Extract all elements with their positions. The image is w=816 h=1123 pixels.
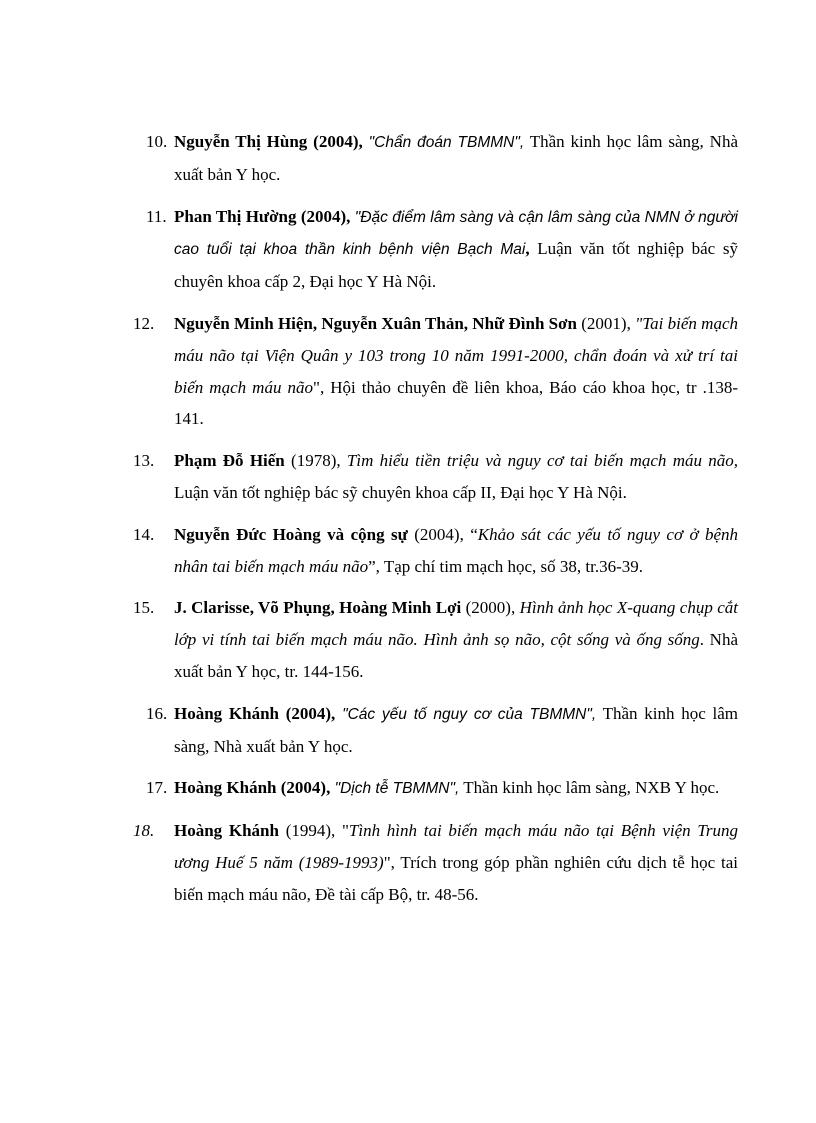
reference-segment: Luận văn tốt nghiệp bác sỹ chuyên khoa cấp II, Đại học Y Hà Nội. <box>174 482 627 502</box>
reference-segment: Luận văn tốt nghiệp bác sỹ chuyên khoa cấp 2, Đại học Y Hà Nội. <box>174 239 738 292</box>
reference-text <box>174 772 738 805</box>
reference-item <box>0 519 816 583</box>
reference-text <box>174 592 738 687</box>
reference-segment: (2001), <box>577 313 636 333</box>
reference-segment: ", Hội thảo chuyên đề liên khoa, Báo cáo khoa học, tr .138-141. <box>174 377 738 429</box>
reference-number: 13. <box>133 451 155 471</box>
reference-number: 16. <box>146 703 168 723</box>
reference-number: 14. <box>133 524 155 544</box>
reference-number: 11. <box>146 206 167 226</box>
reference-segment: "Dịch tễ TBMMN", <box>334 780 460 798</box>
reference-number: 15. <box>133 598 155 618</box>
reference-segment: Phan Thị Hường (2004), <box>174 206 351 226</box>
reference-segment: Nguyễn Đức Hoàng và cộng sự <box>174 524 408 544</box>
reference-text <box>174 445 738 509</box>
reference-item <box>0 308 816 435</box>
reference-segment: J. Clarisse, Võ Phụng, Hoàng Minh Lợi <box>174 598 462 618</box>
reference-number: 10. <box>146 132 168 151</box>
reference-segment: Thần kinh học lâm sàng, Nhà xuất bản Y học. <box>174 703 739 756</box>
reference-segment: "Chẩn đoán TBMMN", <box>368 134 525 151</box>
reference-item <box>0 698 816 763</box>
reference-segment: Thần kinh học lâm sàng, Nhà xuất bản Y học. <box>174 132 738 184</box>
reference-segment: Khảo sát các yếu tố nguy cơ ở bệnh nhân tai biến mạch máu não <box>174 524 738 576</box>
reference-item <box>0 445 816 509</box>
reference-segment: "Tai biến mạch máu não tại Viện Quân y 103 trong 10 năm 1991-2000, chẩn đoán và xử trí tai biến mạch máu não <box>174 313 738 397</box>
reference-segment: . Nhà xuất bản Y học, tr. 144-156. <box>174 630 738 681</box>
reference-segment: (2004), “ <box>407 524 478 544</box>
reference-segment: ", Trích trong góp phần nghiên cứu dịch tễ học tai biến mạch máu não, Đề tài cấp Bộ, tr. 48-56. <box>174 852 738 904</box>
reference-item <box>0 772 816 805</box>
reference-segment: Nguyễn Minh Hiện, Nguyễn Xuân Thản, Nhữ Đình Sơn <box>174 313 577 333</box>
reference-text <box>174 308 738 435</box>
reference-segment: Thần kinh học lâm sàng, NXB Y học. <box>459 778 720 798</box>
reference-segment: Phạm Đỗ Hiến <box>174 451 285 471</box>
reference-segment: "Đặc điểm lâm sàng và cận lâm sàng của NMN ở người cao tuổi tại khoa thần kinh bệnh viện Bạch Mai <box>174 208 738 259</box>
reference-segment: Tìm hiểu tiền triệu và nguy cơ tai biến mạch máu não, <box>346 451 738 471</box>
reference-segment: Tình hình tai biến mạch máu não tại Bệnh viện Trung ương Huế 5 năm (1989-1993) <box>174 821 739 872</box>
reference-segment: "Các yếu tố nguy cơ của TBMMN", <box>342 705 597 723</box>
reference-item <box>0 815 816 910</box>
reference-text <box>174 698 738 763</box>
reference-list <box>0 126 816 921</box>
reference-text <box>174 815 738 910</box>
reference-segment: Nguyễn Thị Hùng (2004), <box>174 132 363 151</box>
reference-segment: (1994), " <box>278 821 349 841</box>
reference-segment: ”, Tạp chí tim mạch học, số 38, tr.36-39. <box>368 556 644 576</box>
reference-number: 17. <box>146 778 168 798</box>
reference-text <box>174 126 738 191</box>
reference-text <box>174 201 738 298</box>
reference-segment: , <box>525 239 530 259</box>
reference-item <box>0 126 816 191</box>
reference-item <box>0 201 816 298</box>
reference-segment: Hoàng Khánh (2004), <box>174 778 331 798</box>
reference-segment: Hoàng Khánh (2004), <box>174 703 336 723</box>
reference-number: 18. <box>133 821 155 841</box>
reference-item <box>0 592 816 687</box>
reference-number: 12. <box>133 313 155 333</box>
reference-text <box>174 519 738 583</box>
reference-segment: (1978), <box>284 451 347 471</box>
reference-segment: Hình ảnh học X-quang chụp cắt lớp vi tính tai biến mạch máu não. Hình ảnh sọ não, cột sống và ống sống <box>174 598 739 650</box>
reference-segment: Hoàng Khánh <box>174 821 279 841</box>
reference-segment: (2000), <box>461 598 520 618</box>
